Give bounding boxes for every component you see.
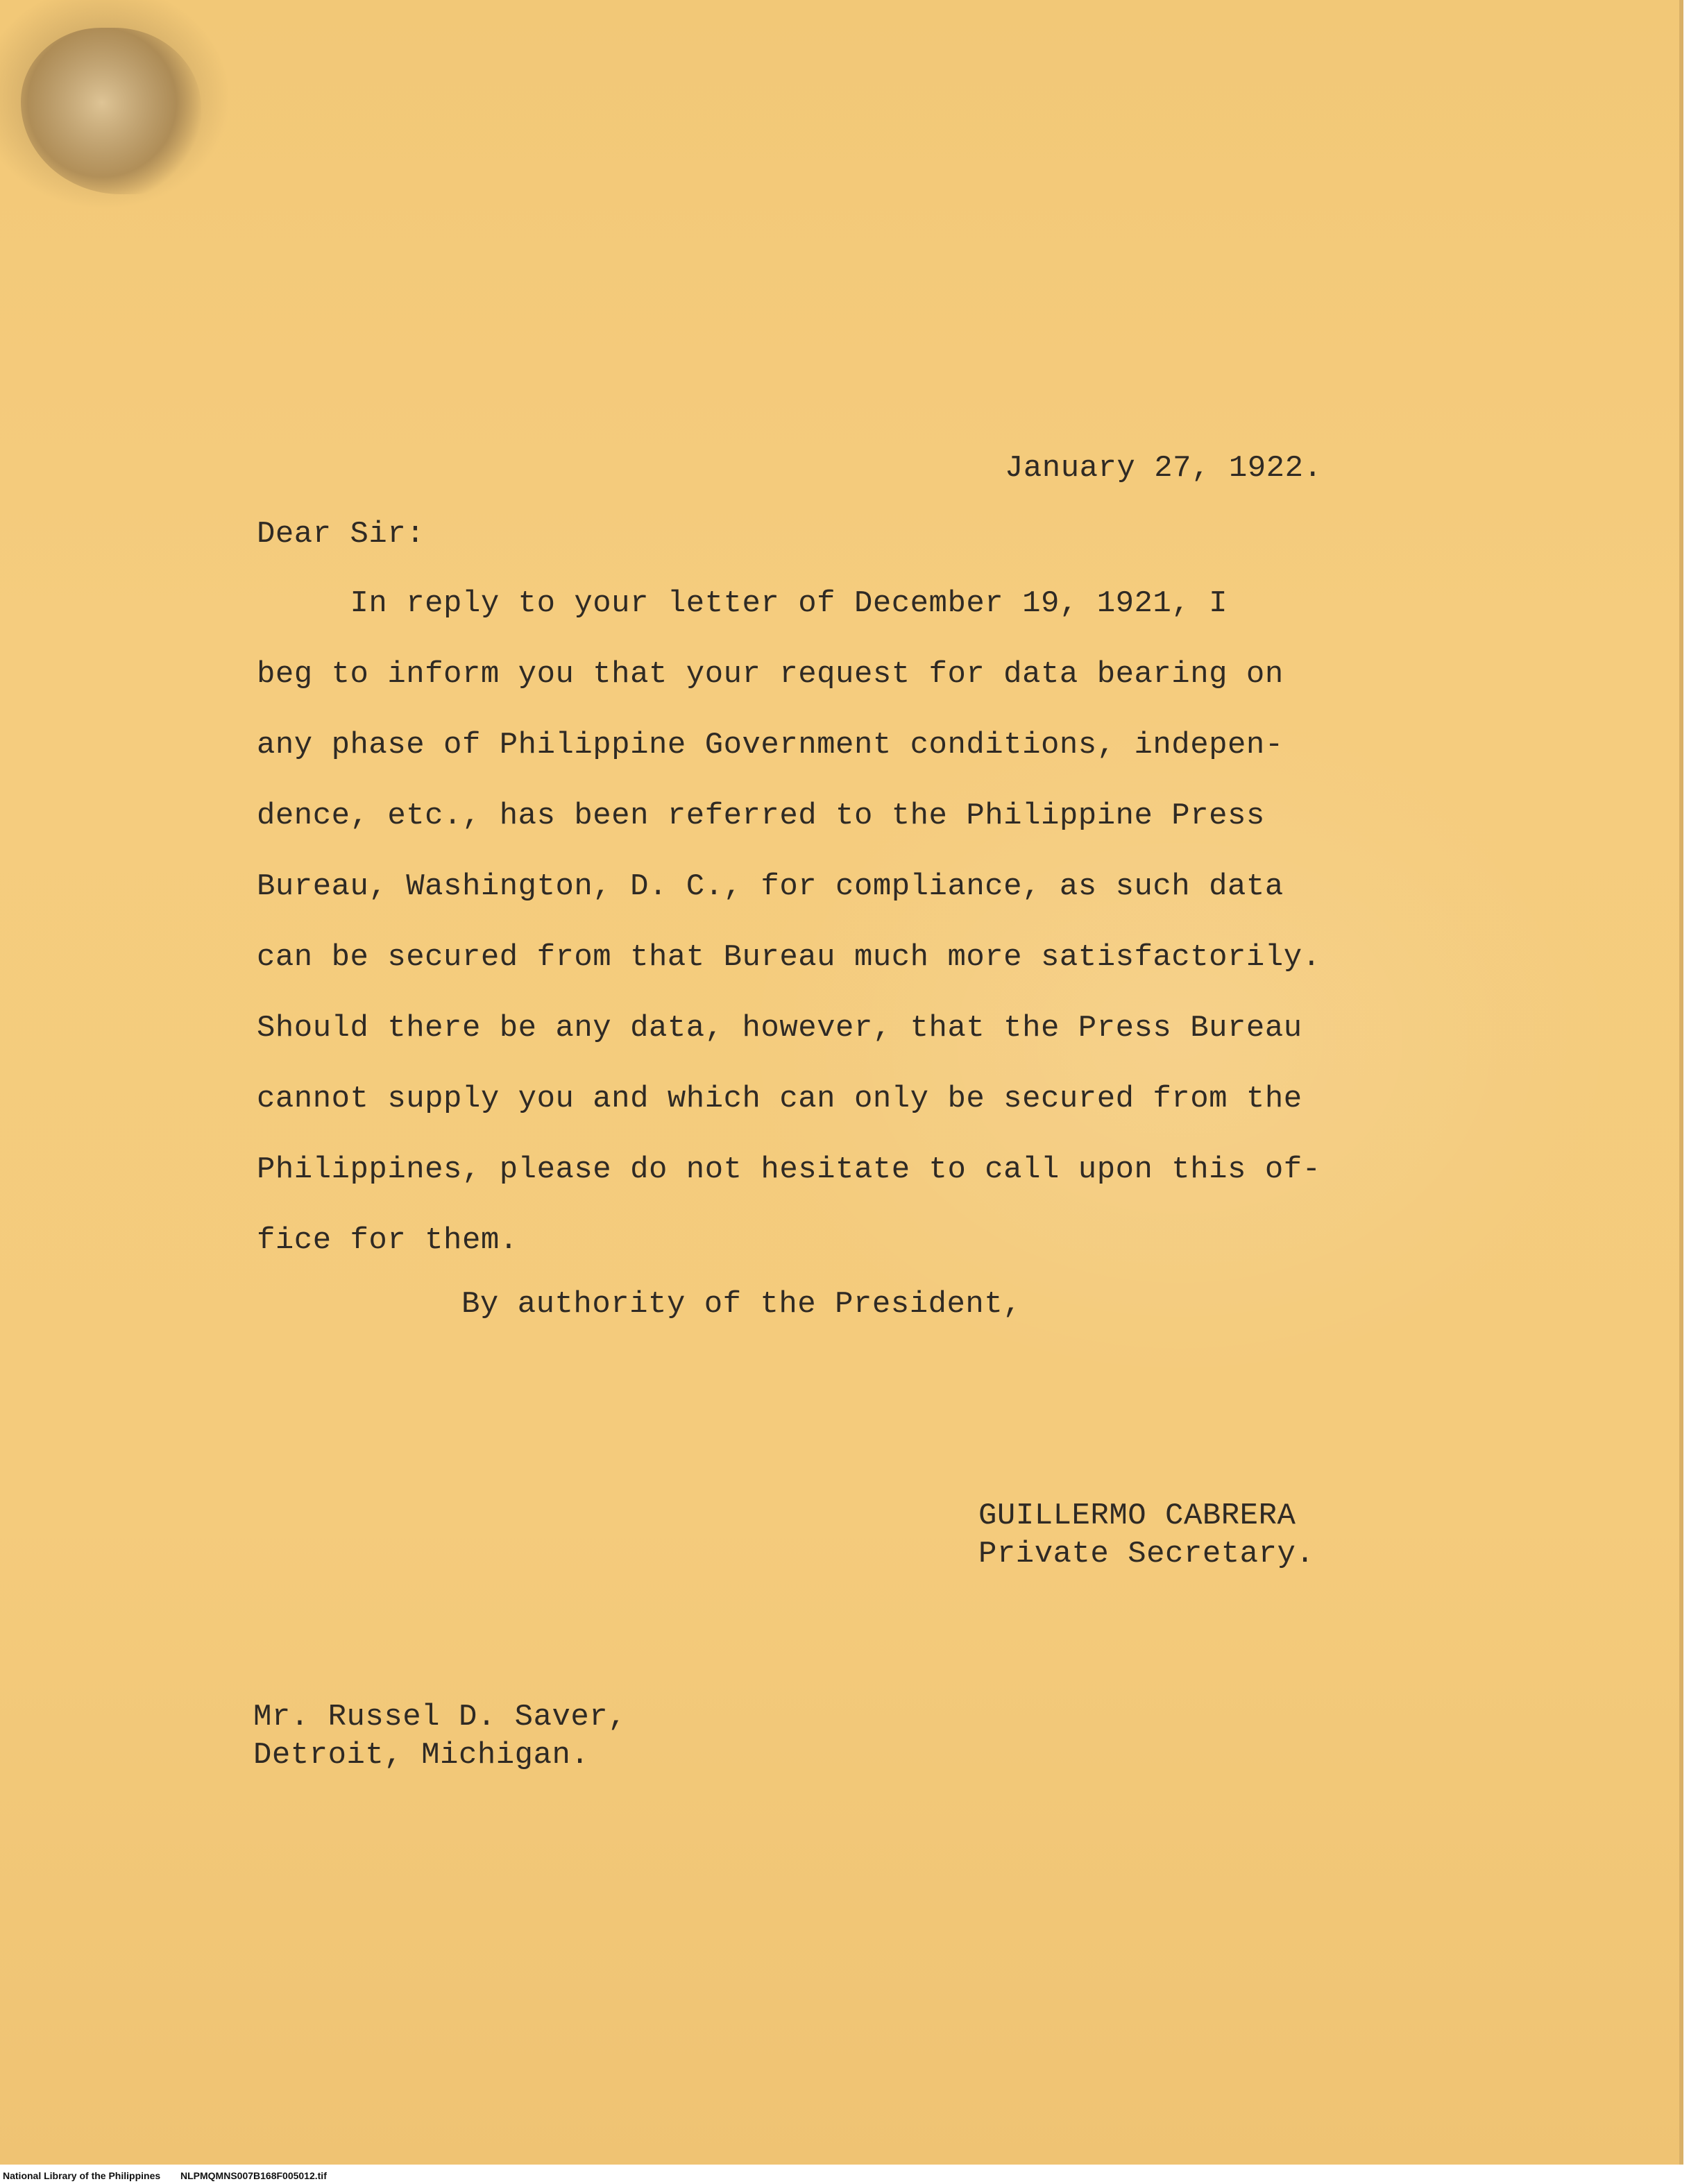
body-line-9: Philippines, please do not hesitate to call upon this of- xyxy=(257,1152,1321,1187)
addressee-location: Detroit, Michigan. xyxy=(253,1738,590,1773)
body-line-10: fice for them. xyxy=(257,1223,518,1258)
letter-closing: By authority of the President, xyxy=(461,1287,1022,1322)
body-line-5: Bureau, Washington, D. C., for compliance, as such data xyxy=(257,869,1284,904)
archive-credit: National Library of the Philippines xyxy=(3,2170,161,2181)
body-line-2: beg to inform you that your request for data bearing on xyxy=(257,657,1284,692)
signature-name: GUILLERMO CABRERA xyxy=(978,1499,1296,1533)
file-id: NLPMQMNS007B168F005012.tif xyxy=(180,2170,327,2181)
body-line-1: In reply to your letter of December 19, 1921, I xyxy=(257,586,1228,621)
letter-date: January 27, 1922. xyxy=(1005,451,1323,486)
body-line-8: cannot supply you and which can only be secured from the xyxy=(257,1082,1302,1116)
signature-title: Private Secretary. xyxy=(978,1537,1315,1571)
water-stain xyxy=(21,28,201,194)
body-line-6: can be secured from that Bureau much more satisfactorily. xyxy=(257,940,1321,975)
body-line-4: dence, etc., has been referred to the Philippine Press xyxy=(257,799,1265,833)
body-line-3: any phase of Philippine Government conditions, indepen- xyxy=(257,728,1284,762)
addressee-name: Mr. Russel D. Saver, xyxy=(253,1700,627,1734)
body-line-7: Should there be any data, however, that the Press Bureau xyxy=(257,1011,1302,1046)
letter-salutation: Dear Sir: xyxy=(257,517,425,552)
